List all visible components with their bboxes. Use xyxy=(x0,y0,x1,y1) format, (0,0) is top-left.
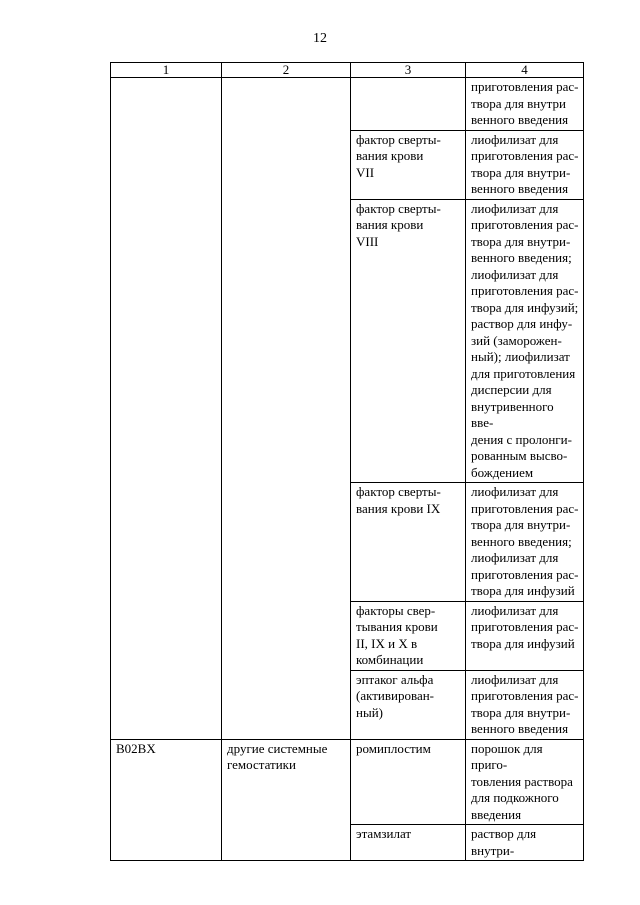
cell-substance: эптаког альфа (активирован- ный) xyxy=(351,670,466,739)
table-row xyxy=(111,78,584,131)
cell-code xyxy=(111,825,222,861)
cell-group xyxy=(222,825,351,861)
cell-substance: фактор сверты- вания крови VIII xyxy=(351,199,466,483)
cell-substance: факторы свер- тывания крови II, IX и X в комбинации xyxy=(351,601,466,670)
cell-substance: ромиплостим xyxy=(351,739,466,825)
cell-form: лиофилизат для приготовления рас- твора для внутри- венного введения xyxy=(466,670,584,739)
cell-substance: фактор сверты- вания крови VII xyxy=(351,130,466,199)
cell-code: B02BX xyxy=(111,739,222,825)
header-col-4: 4 xyxy=(466,63,584,78)
cell-code xyxy=(111,78,222,131)
cell-form: лиофилизат для приготовления рас- твора для внутри- венного введения; лиофилизат для приготовления рас- твора для инфузий; раствор для инфу- зий (заморожен- ный); лиофилизат для приготовления дисперсии для внутривенного вве- дения с пролонги- рованным высво- бождением xyxy=(466,199,584,483)
cell-code xyxy=(111,670,222,739)
cell-code xyxy=(111,199,222,483)
table-row xyxy=(111,670,584,739)
cell-group xyxy=(222,78,351,131)
table-row xyxy=(111,601,584,670)
cell-substance: этамзилат xyxy=(351,825,466,861)
table-row xyxy=(111,825,584,861)
table-row xyxy=(111,199,584,483)
cell-code xyxy=(111,130,222,199)
cell-form: лиофилизат для приготовления рас- твора для внутри- венного введения xyxy=(466,130,584,199)
cell-form: раствор для внутри- xyxy=(466,825,584,861)
cell-group xyxy=(222,483,351,602)
page-number: 12 xyxy=(313,31,327,46)
header-col-1: 1 xyxy=(111,63,222,78)
cell-group xyxy=(222,601,351,670)
cell-code xyxy=(111,483,222,602)
cell-group xyxy=(222,670,351,739)
cell-form: лиофилизат для приготовления рас- твора для инфузий xyxy=(466,601,584,670)
table-header-row xyxy=(111,63,584,78)
table-row xyxy=(111,483,584,602)
cell-substance xyxy=(351,78,466,131)
cell-form: порошок для приго- товления раствора для подкожного введения xyxy=(466,739,584,825)
cell-group xyxy=(222,199,351,483)
cell-group: другие системные гемостатики xyxy=(222,739,351,825)
drug-table xyxy=(110,62,584,861)
table-row xyxy=(111,739,584,825)
cell-form: лиофилизат для приготовления рас- твора для внутри- венного введения; лиофилизат для приготовления рас- твора для инфузий xyxy=(466,483,584,602)
header-col-3: 3 xyxy=(351,63,466,78)
cell-form: приготовления рас- твора для внутри венного введения xyxy=(466,78,584,131)
header-col-2: 2 xyxy=(222,63,351,78)
cell-group xyxy=(222,130,351,199)
table-row xyxy=(111,130,584,199)
cell-substance: фактор сверты- вания крови IX xyxy=(351,483,466,602)
cell-code xyxy=(111,601,222,670)
